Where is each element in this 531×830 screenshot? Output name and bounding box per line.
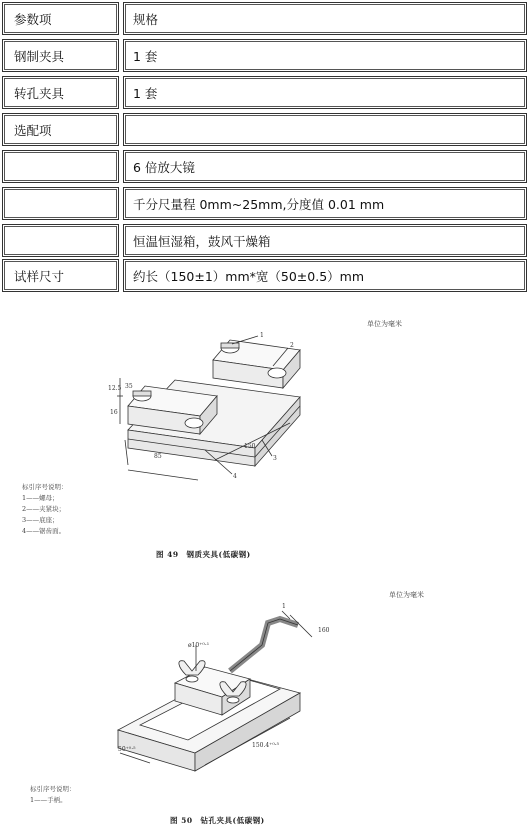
callout-number: 3	[273, 455, 277, 462]
table-row	[0, 76, 531, 111]
callout-number: 1	[260, 332, 264, 339]
figure-legend	[30, 784, 76, 806]
table-cell-param: 试样尺寸	[2, 259, 119, 292]
dim-label: 50⁺⁰·⁵	[118, 746, 136, 753]
table-row	[0, 187, 531, 222]
dim-label: ø10⁺⁰·¹	[188, 642, 210, 649]
dim-label: 35	[125, 383, 133, 390]
legend-title: 标引序号说明：	[30, 785, 76, 793]
callout-number: 4	[233, 473, 237, 480]
callout-number: 2	[290, 342, 294, 349]
table-cell-param	[2, 150, 119, 183]
legend-item: 3——底座；	[22, 516, 59, 524]
table-cell-spec	[123, 113, 527, 146]
figure-49	[0, 300, 531, 570]
table-row	[0, 113, 531, 148]
legend-title: 标引序号说明：	[22, 483, 68, 491]
table-cell-spec: 恒温恒湿箱，鼓风干燥箱	[123, 224, 527, 257]
table-cell-param: 钢制夹具	[2, 39, 119, 72]
table-row	[0, 224, 531, 259]
dim-label: 160	[318, 627, 330, 634]
callout-number: 1	[282, 603, 286, 610]
legend-item: 2——夹紧块；	[22, 505, 66, 513]
table-cell-spec: 1 套	[123, 39, 527, 72]
table-cell-spec: 6 倍放大镜	[123, 150, 527, 183]
table-cell-param	[2, 187, 119, 220]
dim-label: 150.4⁺⁰·⁵	[252, 742, 280, 749]
dim-label: 16	[110, 409, 118, 416]
unit-note: 单位为毫米	[389, 591, 424, 599]
table-cell-spec: 1 套	[123, 76, 527, 109]
figure-legend	[22, 482, 68, 537]
table-cell-spec: 约长（150±1）mm*宽（50±0.5）mm	[123, 259, 527, 292]
dim-label: 150	[244, 443, 256, 450]
unit-note: 单位为毫米	[367, 320, 402, 328]
table-header-param: 参数项	[2, 2, 119, 35]
table-cell-param	[2, 224, 119, 257]
table-header-spec: 规格	[123, 2, 527, 35]
figure-50	[0, 575, 531, 830]
figure-caption: 图 50 钻孔夹具(低碳钢)	[170, 816, 265, 825]
table-row	[0, 259, 531, 294]
legend-item: 1——螺母；	[22, 494, 59, 502]
legend-item: 4——锯齿面。	[22, 527, 66, 535]
dim-label: 12.5	[108, 385, 122, 392]
legend-item: 1——手柄。	[30, 796, 67, 804]
steel-clamp-drawing	[0, 300, 531, 570]
table-cell-spec: 千分尺量程 0mm~25mm,分度值 0.01 mm	[123, 187, 527, 220]
dim-label: 85	[154, 453, 162, 460]
table-row	[0, 2, 531, 37]
table-row	[0, 39, 531, 74]
drill-clamp-drawing	[0, 575, 531, 830]
table-cell-param: 转孔夹具	[2, 76, 119, 109]
figure-caption: 图 49 钢质夹具(低碳钢)	[156, 550, 251, 559]
table-row	[0, 150, 531, 185]
table-cell-param: 选配项	[2, 113, 119, 146]
